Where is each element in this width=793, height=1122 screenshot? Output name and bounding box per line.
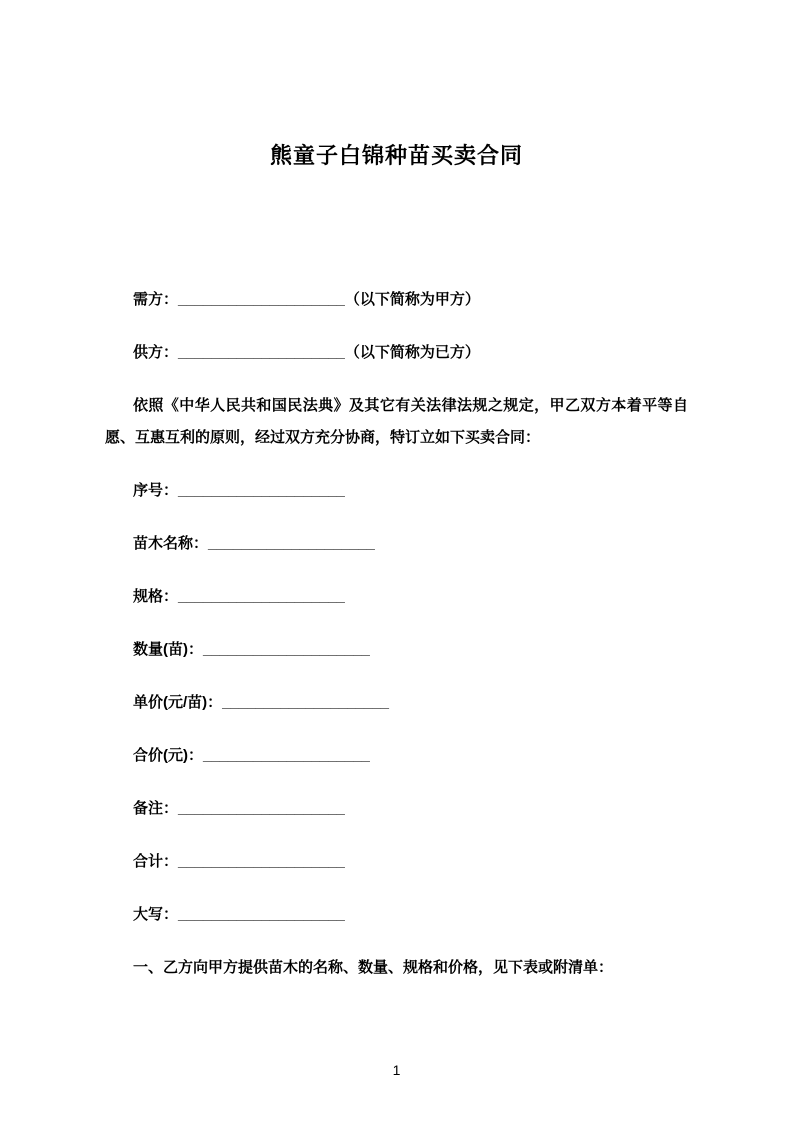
seller-label: 供方： [133,344,179,361]
buyer-label: 需方： [133,291,179,308]
field-blank: ____________________ [178,800,345,817]
field-label: 备注： [133,800,179,817]
field-label: 规格： [133,588,179,605]
field-blank: ____________________ [178,906,345,923]
field-specification [105,581,688,613]
page-number: 1 [392,1062,401,1078]
field-blank: ____________________ [208,535,375,552]
field-serial-number [105,475,688,507]
field-label: 苗木名称： [133,535,209,552]
field-total [105,846,688,878]
field-blank: ____________________ [178,588,345,605]
field-label: 序号： [133,482,179,499]
field-blank: ____________________ [203,641,370,658]
field-label: 合价(元)： [133,747,203,764]
document-title: 熊童子白锦种苗买卖合同 [269,143,523,168]
field-blank: ____________________ [178,853,345,870]
seller-suffix: （以下简称为已方） [344,344,480,361]
clause-1: 一、乙方向甲方提供苗木的名称、数量、规格和价格，见下表或附清单： [133,959,614,976]
seller-line [105,337,688,369]
buyer-blank: ____________________ [178,291,345,308]
field-label: 数量(苗)： [133,641,203,658]
seller-blank: ____________________ [178,344,345,361]
field-label: 单价(元/苗)： [133,694,223,711]
buyer-line [105,284,688,316]
field-amount-in-words [105,899,688,931]
field-quantity [105,634,688,666]
intro-paragraph: 依照《中华人民共和国民法典》及其它有关法律法规之规定，甲乙双方本着平等自愿、互惠互利的原则，经过双方充分协商，特订立如下买卖合同： [105,397,688,446]
field-unit-price [105,687,688,719]
field-blank: ____________________ [222,694,390,711]
field-total-price [105,740,688,772]
field-blank: ____________________ [203,747,370,764]
buyer-suffix: （以下简称为甲方） [344,291,480,308]
field-label: 合计： [133,853,179,870]
field-seedling-name [105,528,688,560]
field-label: 大写： [133,906,179,923]
field-remarks [105,793,688,825]
field-blank: ____________________ [178,482,345,499]
